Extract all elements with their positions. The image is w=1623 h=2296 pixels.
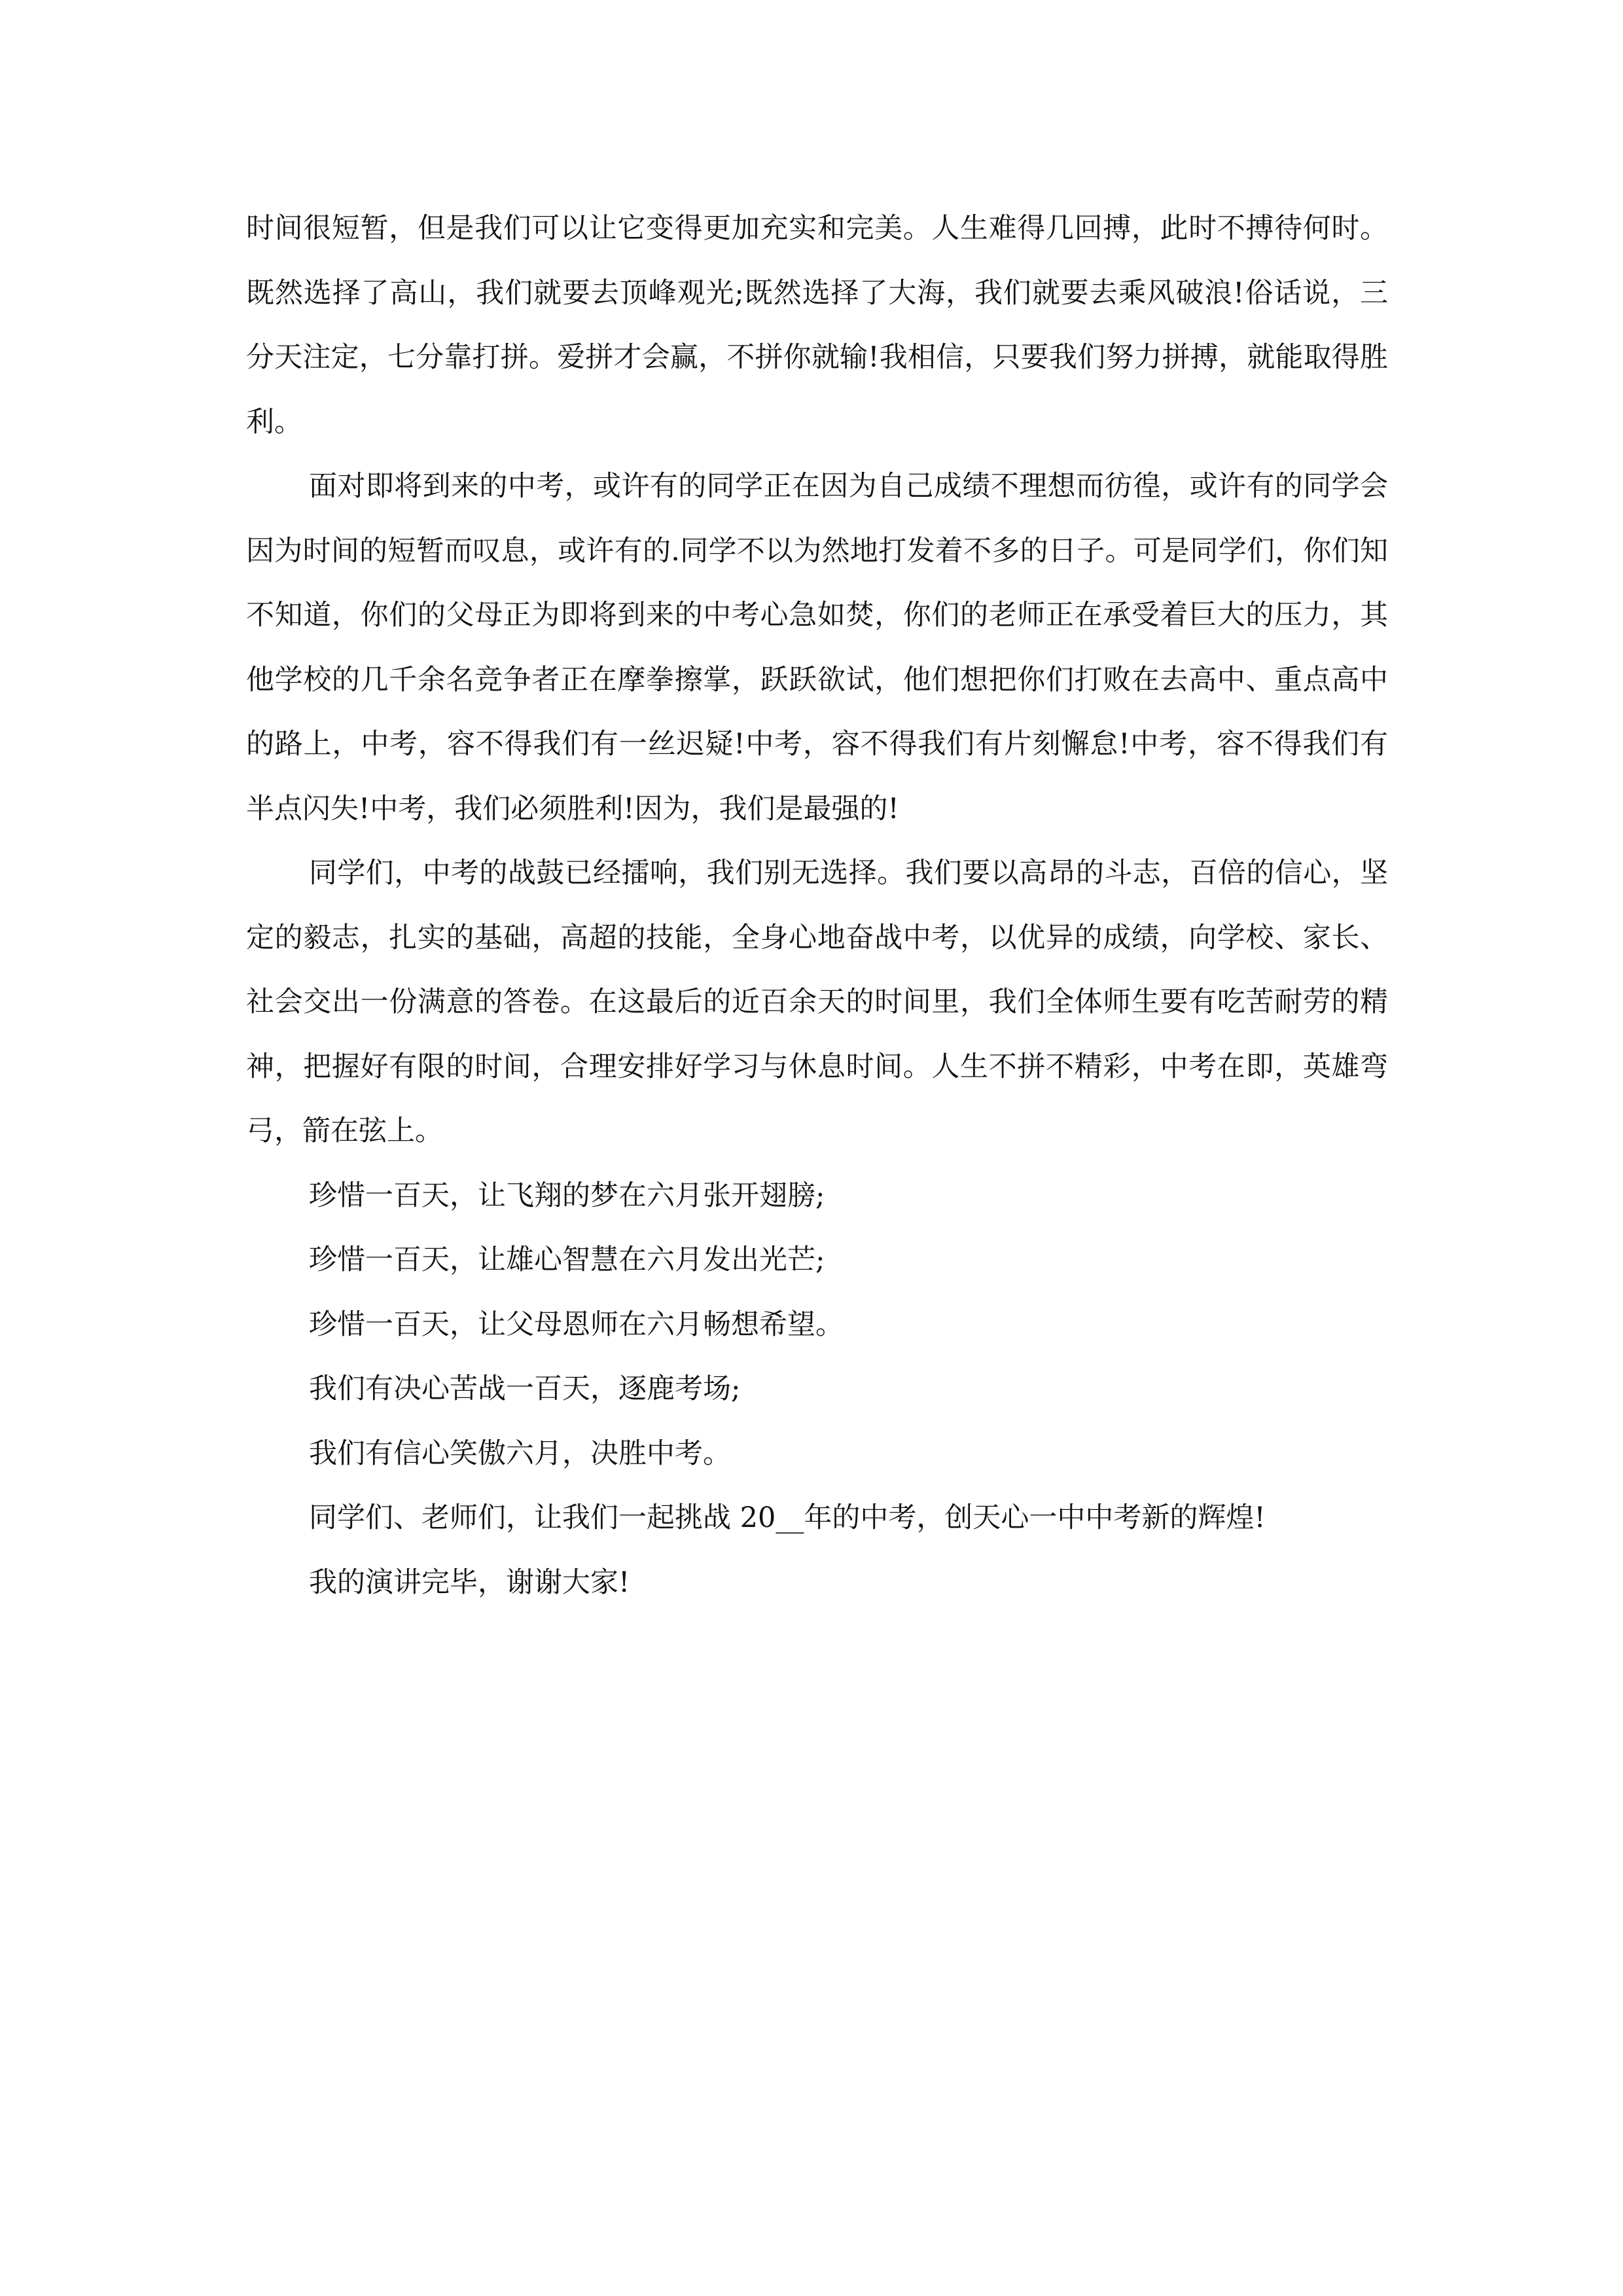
paragraph: 我们有信心笑傲六月，决胜中考。	[309, 1437, 731, 1470]
paragraph: 珍惜一百天，让飞翔的梦在六月张开翅膀;	[309, 1179, 825, 1212]
paragraph: 我的演讲完毕，谢谢大家!	[309, 1566, 630, 1599]
document-body	[246, 196, 1388, 1615]
paragraph: 时间很短暂，但是我们可以让它变得更加充实和完美。人生难得几回搏，此时不搏待何时。既然选择了高山，我们就要去顶峰观光;既然选择了大海，我们就要去乘风破浪!俗话说，三分天注定，七分靠打拼。爱拼才会赢，不拼你就输!我相信，只要我们努力拼搏，就能取得胜利。	[246, 212, 1388, 439]
paragraph: 同学们，中考的战鼓已经擂响，我们别无选择。我们要以高昂的斗志，百倍的信心，坚定的毅志，扎实的基础，高超的技能，全身心地奋战中考，以优异的成绩，向学校、家长、社会交出一份满意的答卷。在这最后的近百余天的时间里，我们全体师生要有吃苦耐劳的精神，把握好有限的时间，合理安排好学习与休息时间。人生不拼不精彩，中考在即，英雄弯弓，箭在弦上。	[246, 857, 1388, 1147]
paragraph: 面对即将到来的中考，或许有的同学正在因为自己成绩不理想而彷徨，或许有的同学会因为时间的短暂而叹息，或许有的.同学不以为然地打发着不多的日子。可是同学们，你们知不知道，你们的父母正为即将到来的中考心急如焚，你们的老师正在承受着巨大的压力，其他学校的几千余名竞争者正在摩拳擦掌，跃跃欲试，他们想把你们打败在去高中、重点高中的路上，中考，容不得我们有一丝迟疑!中考，容不得我们有片刻懈怠!中考，容不得我们有半点闪失!中考，我们必须胜利!因为，我们是最强的!	[246, 470, 1388, 825]
paragraph: 我们有决心苦战一百天，逐鹿考场;	[309, 1372, 741, 1405]
paragraph: 珍惜一百天，让雄心智慧在六月发出光芒;	[309, 1244, 825, 1276]
paragraph: 珍惜一百天，让父母恩师在六月畅想希望。	[309, 1308, 844, 1341]
paragraph: 同学们、老师们，让我们一起挑战 20__年的中考，创天心一中中考新的辉煌!	[309, 1501, 1266, 1534]
